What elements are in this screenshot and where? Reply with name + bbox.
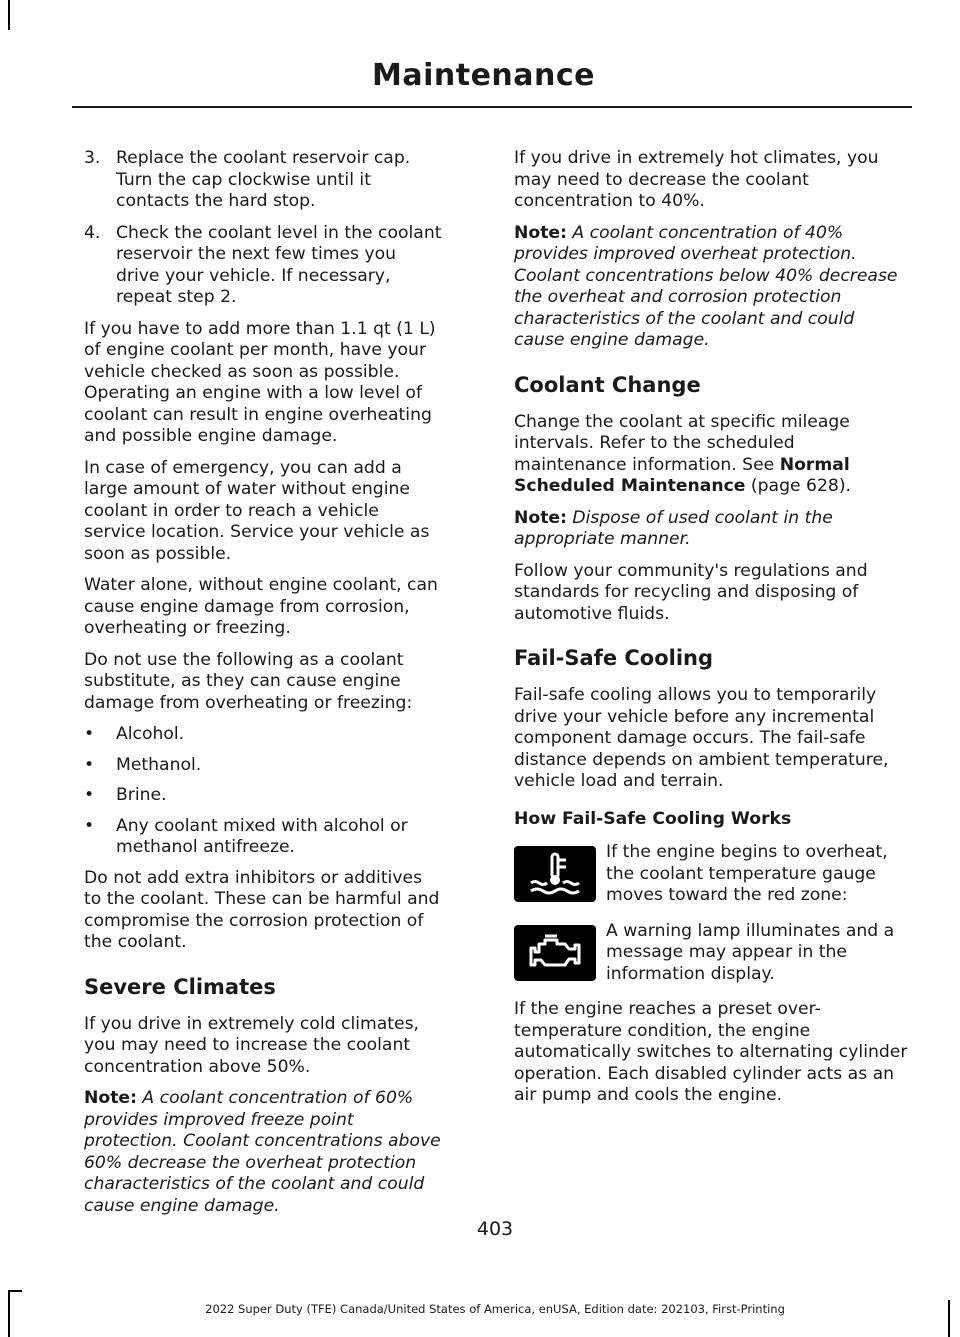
- coolant-temperature-icon: [514, 846, 596, 902]
- paragraph: Follow your community's regulations and standards for recycling and disposing of automotive fluids.: [514, 560, 868, 624]
- cross-reference-link[interactable]: Normal Scheduled Maintenance: [514, 454, 850, 496]
- note: [514, 223, 908, 352]
- note-label: Note:: [514, 507, 567, 528]
- paragraph: Do not add extra inhibitors or additives to the coolant. These can be harmful and compromise the corrosion protection of the coolant.: [84, 867, 440, 952]
- bullet-mark: •: [84, 785, 95, 805]
- footer-edition-info: 2022 Super Duty (TFE) Canada/United States of America, enUSA, Edition date: 202103, First-Printing: [205, 1302, 785, 1316]
- section-heading-severe-climates: Severe Climates: [84, 974, 276, 999]
- list-item: [84, 724, 444, 746]
- numbered-step: [84, 223, 444, 309]
- page-title: Maintenance: [371, 58, 595, 93]
- note-text: A coolant concentration of 40% provides improved overheat protection. Coolant concentrations below 40% decrease the overheat and corrosion protection characteristics of the coolant and could cause engine damage.: [514, 222, 898, 350]
- section-heading-coolant-change: Coolant Change: [514, 372, 701, 397]
- subsection-heading-how-fail-safe-works: How Fail-Safe Cooling Works: [514, 808, 792, 829]
- icon-row: [514, 921, 908, 986]
- list-item-text: Brine.: [116, 785, 167, 805]
- section-heading-fail-safe-cooling: Fail-Safe Cooling: [514, 646, 714, 670]
- engine-warning-icon: [514, 925, 596, 981]
- paragraph: If you have to add more than 1.1 qt (1 L) of engine coolant per month, have your vehicle checked as soon as possible. Operating an engine with a low level of coolant can result in engine overheating and possible engine damage.: [84, 318, 436, 446]
- paragraph: Do not use the following as a coolant substitute, as they can cause engine damage from overheating or freezing:: [84, 649, 413, 713]
- page-number: 403: [476, 1218, 514, 1240]
- bullet-mark: •: [84, 815, 95, 836]
- paragraph: If you drive in extremely hot climates, you may need to decrease the coolant concentration to 40%.: [514, 148, 879, 211]
- list-item: [84, 785, 444, 807]
- page-reference: (page 628).: [745, 476, 851, 496]
- step-number: 4.: [84, 222, 101, 243]
- bullet-mark: •: [84, 754, 95, 775]
- paragraph: Fail-safe cooling allows you to temporarily drive your vehicle before any incremental component damage occurs. The fail-safe distance depends on ambient temperature, vehicle load and terrain.: [514, 685, 889, 791]
- crop-mark-bottom-left-h: [8, 1290, 22, 1292]
- right-column: [514, 148, 908, 1117]
- left-column: [84, 148, 444, 1227]
- step-text: Replace the coolant reservoir cap. Turn the cap clockwise until it contacts the hard stop.: [116, 148, 411, 211]
- note: [84, 1088, 444, 1217]
- paragraph: If the engine reaches a preset over-temperature condition, the engine automatically switches to alternating cylinder operation. Each disabled cylinder acts as an air pump and cools the engine.: [514, 999, 908, 1105]
- crop-mark-top-left: [8, 0, 10, 30]
- list-item: [84, 755, 444, 777]
- bullet-mark: •: [84, 724, 95, 744]
- list-item-text: Any coolant mixed with alcohol or methanol antifreeze.: [116, 815, 408, 857]
- paragraph: Water alone, without engine coolant, can cause engine damage from corrosion, overheating or freezing.: [84, 575, 438, 638]
- note-text: Dispose of used coolant in the appropriate manner.: [514, 507, 833, 549]
- paragraph-text: Change the coolant at specific mileage intervals. Refer to the scheduled maintenance information. See: [514, 411, 850, 475]
- step-number: 3.: [84, 148, 101, 168]
- note: [514, 508, 908, 551]
- paragraph: If you drive in extremely cold climates, you may need to increase the coolant concentration above 50%.: [84, 1013, 420, 1077]
- icon-description: If the engine begins to overheat, the coolant temperature gauge moves toward the red zone:: [606, 842, 888, 905]
- note-label: Note:: [514, 222, 567, 243]
- note-text: A coolant concentration of 60% provides improved freeze point protection. Coolant concentrations above 60% decrease the overheat protection characteristics of the coolant and could cause engine damage.: [84, 1088, 441, 1216]
- header-rule: [72, 106, 912, 108]
- paragraph: [514, 412, 908, 498]
- numbered-step: [84, 148, 444, 213]
- note-label: Note:: [84, 1088, 137, 1108]
- list-item-text: Methanol.: [116, 754, 202, 775]
- list-item: [84, 816, 444, 859]
- step-text: Check the coolant level in the coolant reservoir the next few times you drive your vehicle. If necessary, repeat step 2.: [116, 222, 442, 307]
- icon-row: [514, 842, 908, 907]
- icon-description: A warning lamp illuminates and a message may appear in the information display.: [606, 920, 895, 984]
- list-item-text: Alcohol.: [116, 724, 185, 744]
- paragraph: In case of emergency, you can add a large amount of water without engine coolant in order to reach a vehicle service location. Service your vehicle as soon as possible.: [84, 457, 430, 564]
